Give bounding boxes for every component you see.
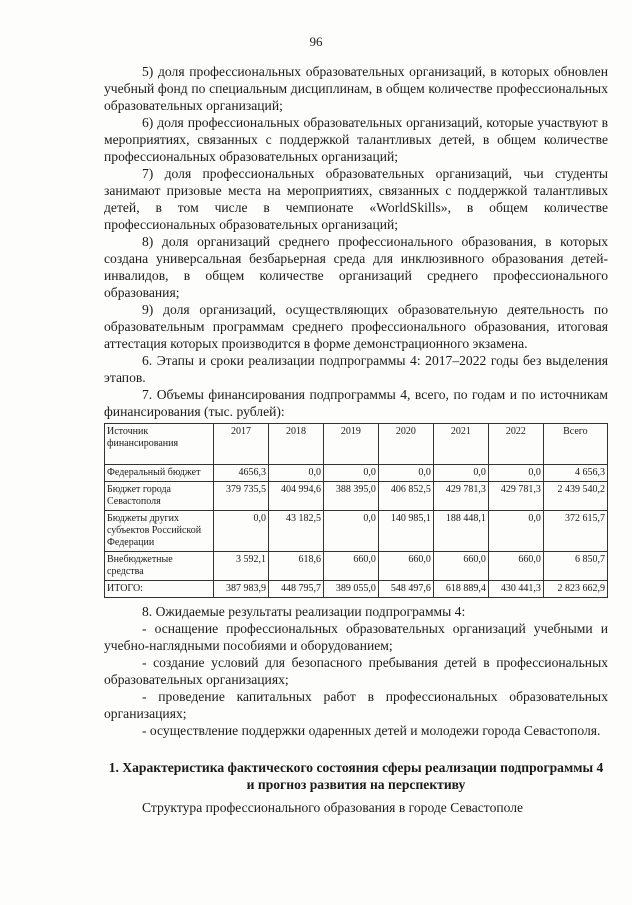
table-cell: 406 852,5 <box>378 482 433 511</box>
table-header-cell: 2022 <box>488 424 543 465</box>
paragraph: Структура профессионального образования в городе Севастополе <box>142 800 524 815</box>
list-item: - оснащение профессиональных образовательных организаций учебными и учебно-наглядными пособиями и оборудованием; <box>104 621 608 653</box>
table-header-cell: Источник финансирования <box>105 424 214 465</box>
table-cell: 660,0 <box>323 552 378 581</box>
table-cell: 0,0 <box>378 465 433 482</box>
table-cell: 430 441,3 <box>488 581 543 598</box>
table-header-cell: 2020 <box>378 424 433 465</box>
table-cell: 0,0 <box>214 511 269 552</box>
financing-table <box>104 423 608 598</box>
table-header-row <box>105 424 608 465</box>
table-cell: 660,0 <box>378 552 433 581</box>
table-total-row <box>105 581 608 598</box>
table-cell: 0,0 <box>488 511 543 552</box>
table-cell: 618 889,4 <box>433 581 488 598</box>
table-cell: 387 983,9 <box>214 581 269 598</box>
paragraph: 6) доля профессиональных образовательных организаций, которые участвуют в мероприятиях, связанных с поддержкой талантливых детей, в общем количестве профессиональных образовательных организаций; <box>104 115 608 164</box>
paragraph: 7. Объемы финансирования подпрограммы 4, всего, по годам и по источникам финансирования (тыс. рублей): <box>104 387 608 419</box>
table-cell: 2 439 540,2 <box>543 482 607 511</box>
table-cell: 0,0 <box>323 511 378 552</box>
table-cell: 0,0 <box>488 465 543 482</box>
table-row <box>105 511 608 552</box>
table-cell: 429 781,3 <box>433 482 488 511</box>
table-cell: 3 592,1 <box>214 552 269 581</box>
table-row <box>105 482 608 511</box>
table-cell: 0,0 <box>433 465 488 482</box>
table-cell: 660,0 <box>488 552 543 581</box>
table-header-cell: 2018 <box>268 424 323 465</box>
table-cell: 388 395,0 <box>323 482 378 511</box>
table-cell: 0,0 <box>268 465 323 482</box>
table-cell: 372 615,7 <box>543 511 607 552</box>
list-item: - создание условий для безопасного пребывания детей в профессиональных образовательных организациях; <box>104 655 608 687</box>
table-cell: 4 656,3 <box>543 465 607 482</box>
section-heading: 1. Характеристика фактического состояния сферы реализации подпрограммы 4 и прогноз развития на перспективу <box>108 760 604 792</box>
paragraph: 7) доля профессиональных образовательных организаций, чьи студенты занимают призовые места на мероприятиях, связанных с поддержкой талантливых детей, в том числе в чемпионате «WorldSkills», в общем количестве профессиональных образовательных организаций; <box>104 166 608 232</box>
table-cell: 188 448,1 <box>433 511 488 552</box>
table-cell: 0,0 <box>323 465 378 482</box>
table-cell: 6 850,7 <box>543 552 607 581</box>
table-cell: 548 497,6 <box>378 581 433 598</box>
list-item: - осуществление поддержки одаренных детей и молодежи города Севастополя. <box>142 723 601 738</box>
table-header-cell: 2017 <box>214 424 269 465</box>
table-cell: 618,6 <box>268 552 323 581</box>
paragraph: 6. Этапы и сроки реализации подпрограммы 4: 2017–2022 годы без выделения этапов. <box>104 353 608 385</box>
table-cell: 140 985,1 <box>378 511 433 552</box>
table-cell: Бюджет города Севастополя <box>105 482 214 511</box>
table-cell: 448 795,7 <box>268 581 323 598</box>
document-body <box>104 63 608 816</box>
table-cell: 379 735,5 <box>214 482 269 511</box>
table-cell: Внебюджетные средства <box>105 552 214 581</box>
table-row <box>105 465 608 482</box>
table-header-cell: Всего <box>543 424 607 465</box>
table-cell: Федеральный бюджет <box>105 465 214 482</box>
table-header-cell: 2019 <box>323 424 378 465</box>
table-cell: Бюджеты других субъектов Российской Федерации <box>105 511 214 552</box>
table-cell: 43 182,5 <box>268 511 323 552</box>
paragraph: 5) доля профессиональных образовательных организаций, в которых обновлен учебный фонд по специальным дисциплинам, в общем количестве профессиональных образовательных организаций; <box>104 64 608 113</box>
table-row <box>105 552 608 581</box>
paragraph: 8) доля организаций среднего профессионального образования, в которых создана универсальная безбарьерная среда для инклюзивного образования детей-инвалидов, в общем количестве организаций среднего профессионального образования; <box>104 234 608 300</box>
paragraph: 8. Ожидаемые результаты реализации подпрограммы 4: <box>142 604 466 619</box>
page-number: 96 <box>309 34 323 49</box>
list-item: - проведение капитальных работ в профессиональных образовательных организациях; <box>104 689 608 721</box>
table-cell: 2 823 662,9 <box>543 581 607 598</box>
table-cell: 429 781,3 <box>488 482 543 511</box>
table-cell: 404 994,6 <box>268 482 323 511</box>
table-cell: ИТОГО: <box>105 581 214 598</box>
table-cell: 660,0 <box>433 552 488 581</box>
table-header-cell: 2021 <box>433 424 488 465</box>
paragraph: 9) доля организаций, осуществляющих образовательную деятельность по образовательным программам среднего профессионального образования, итоговая аттестация которых производится в форме демонстрационного экзамена. <box>104 302 608 351</box>
table-cell: 389 055,0 <box>323 581 378 598</box>
table-cell: 4656,3 <box>214 465 269 482</box>
